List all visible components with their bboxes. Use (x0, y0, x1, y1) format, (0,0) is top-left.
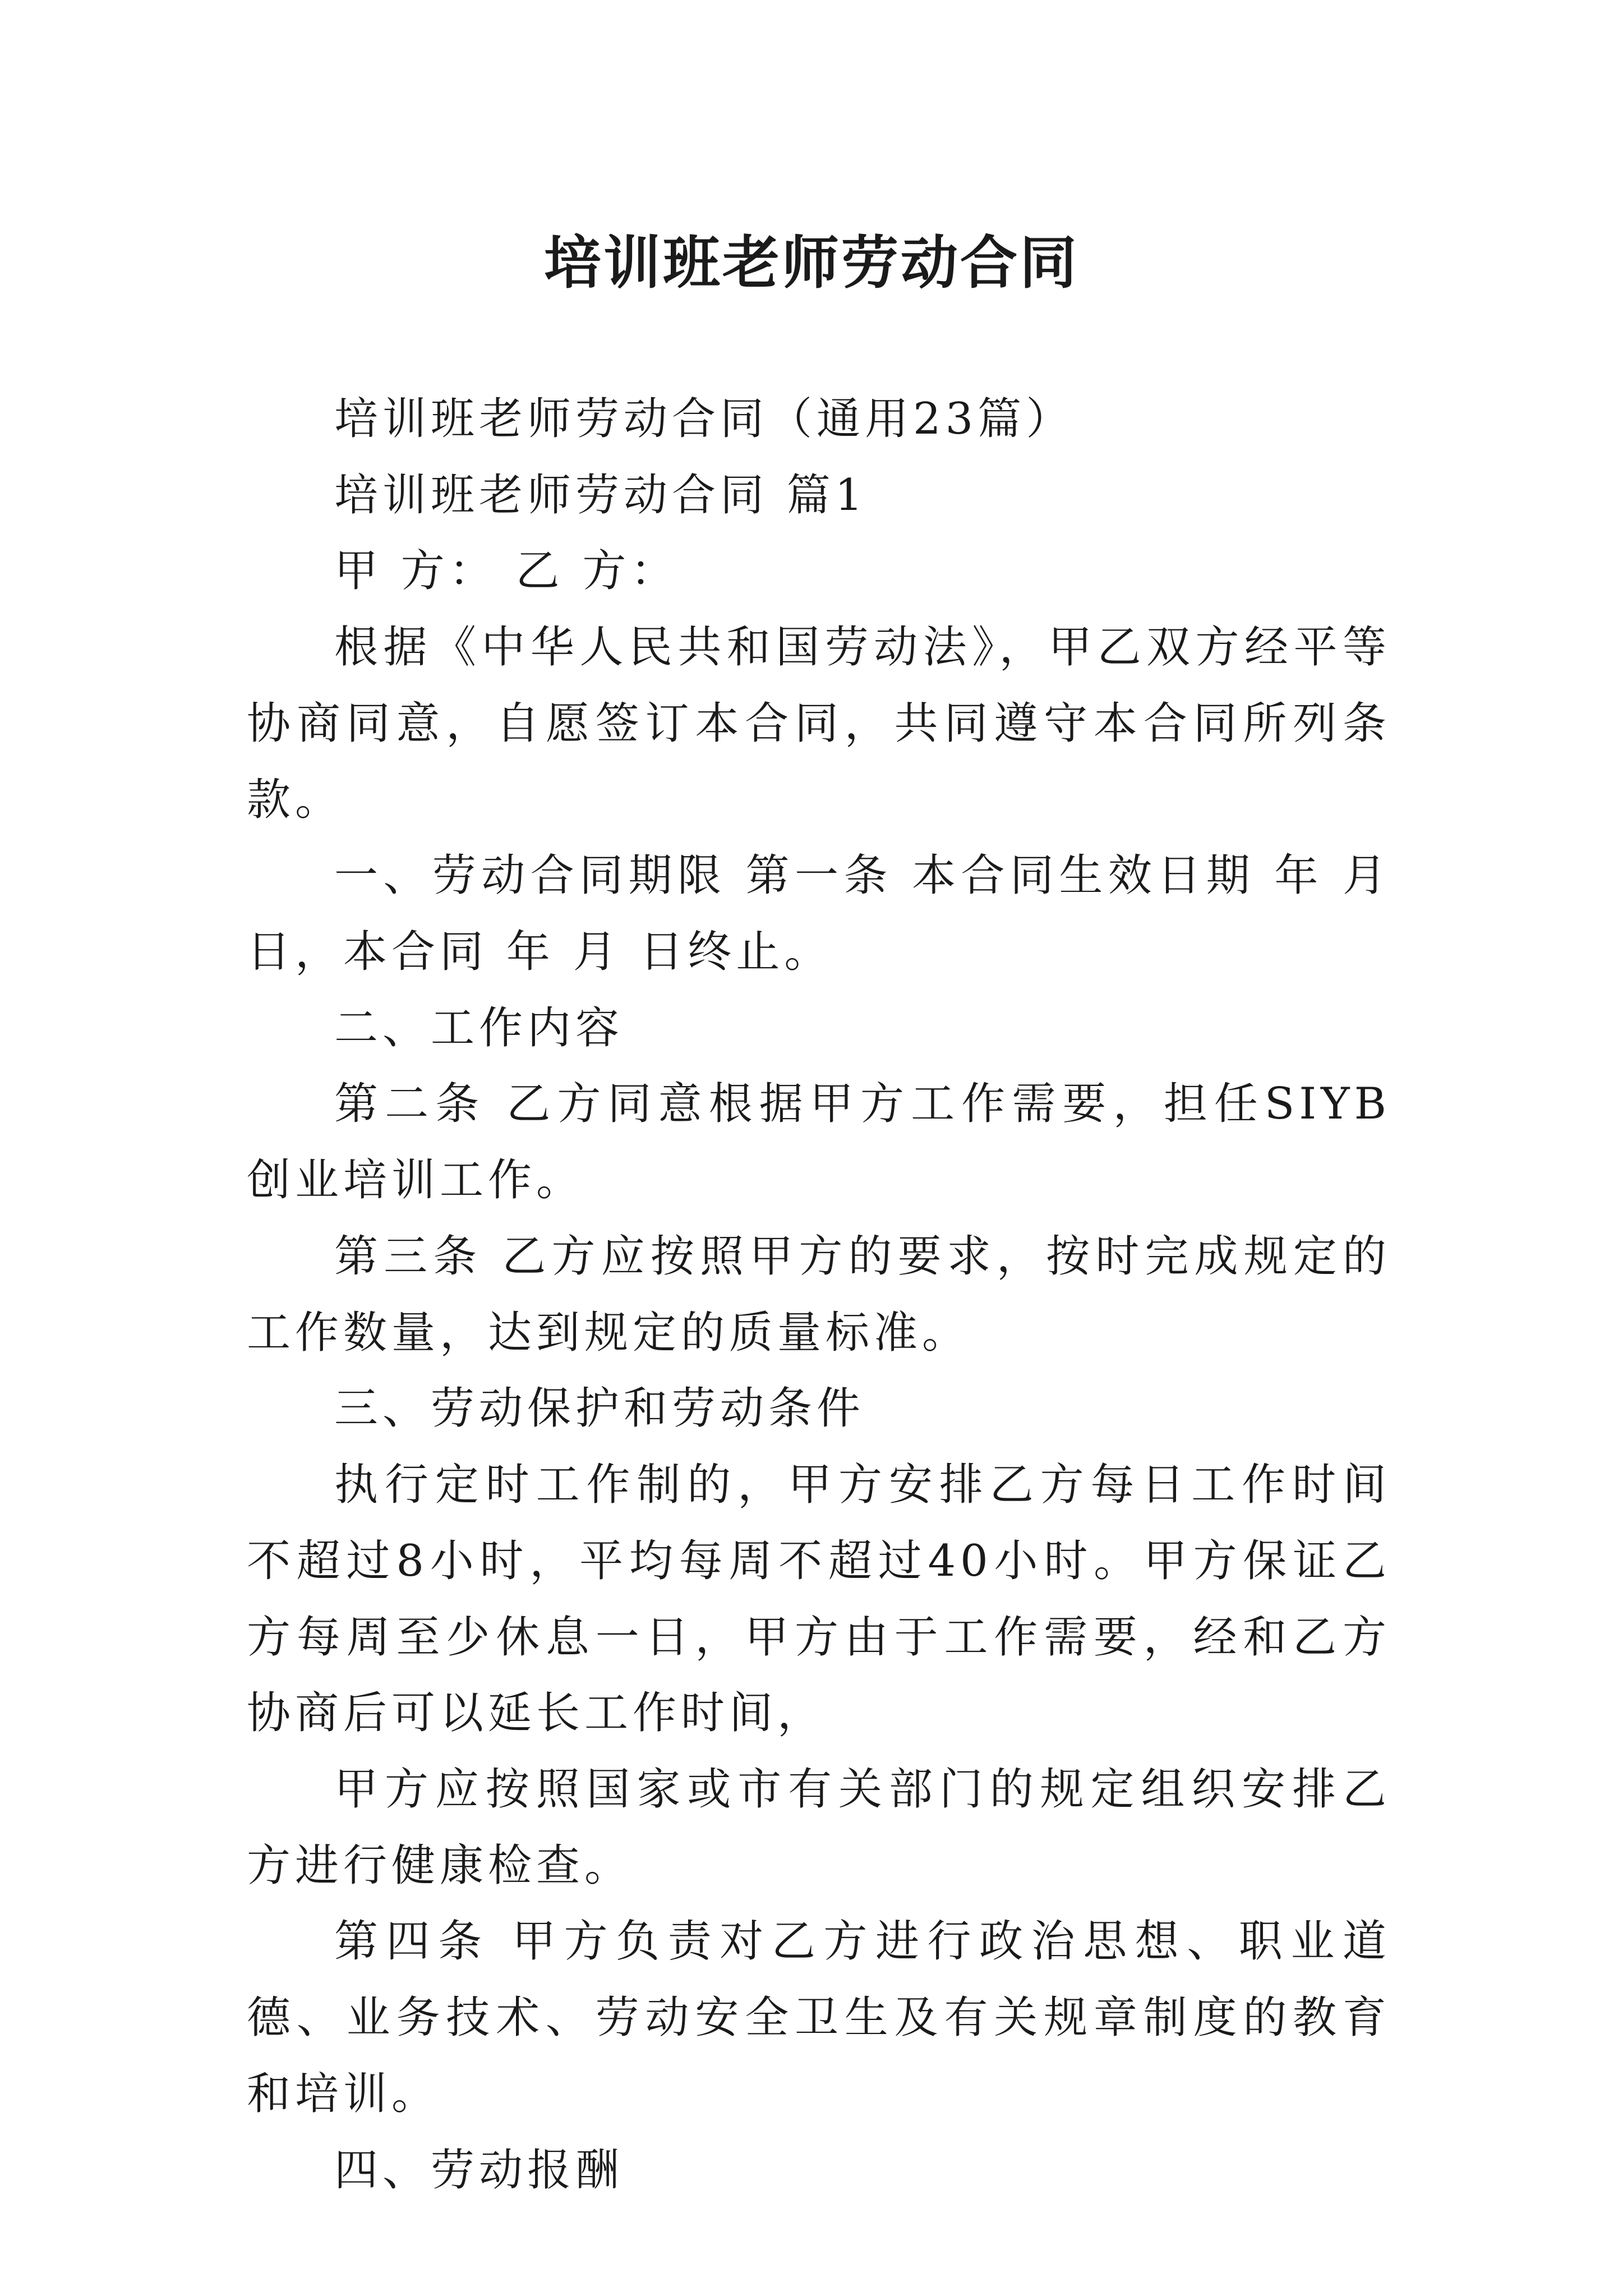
paragraph: 执行定时工作制的，甲方安排乙方每日工作时间不超过8小时，平均每周不超过40小时。甲方保证乙方每周至少休息一日，甲方由于工作需要，经和乙方协商后可以延长工作时间， (247, 1460, 1391, 1739)
paragraph: 第三条 乙方应按照甲方的要求，按时完成规定的工作数量，达到规定的质量标准。 (247, 1231, 1391, 1358)
paragraph: 培训班老师劳动合同 篇1 (334, 470, 868, 521)
document-title: 培训班老师劳动合同 (544, 229, 1079, 297)
paragraph: 第四条 甲方负责对乙方进行政治思想、职业道德、业务技术、劳动安全卫生及有关规章制度的教育和培训。 (247, 1916, 1391, 2119)
paragraph: 培训班老师劳动合同（通用23篇） (334, 394, 1075, 444)
paragraph: 甲 方： 乙 方： (334, 546, 679, 597)
document-body (247, 381, 1391, 2208)
paragraph: 三、劳动保护和劳动条件 (334, 1383, 865, 1434)
paragraph: 第二条 乙方同意根据甲方工作需要，担任SIYB创业培训工作。 (247, 1079, 1391, 1206)
paragraph: 一、劳动合同期限 第一条 本合同生效日期 年 月 日，本合同 年 月 日终止。 (247, 850, 1391, 978)
paragraph: 甲方应按照国家或市有关部门的规定组织安排乙方进行健康检查。 (247, 1764, 1391, 1891)
paragraph: 二、工作内容 (334, 1002, 624, 1053)
paragraph: 四、劳动报酬 (334, 2145, 624, 2196)
paragraph: 根据《中华人民共和国劳动法》，甲乙双方经平等协商同意，自愿签订本合同，共同遵守本合同所列条款。 (247, 622, 1391, 825)
